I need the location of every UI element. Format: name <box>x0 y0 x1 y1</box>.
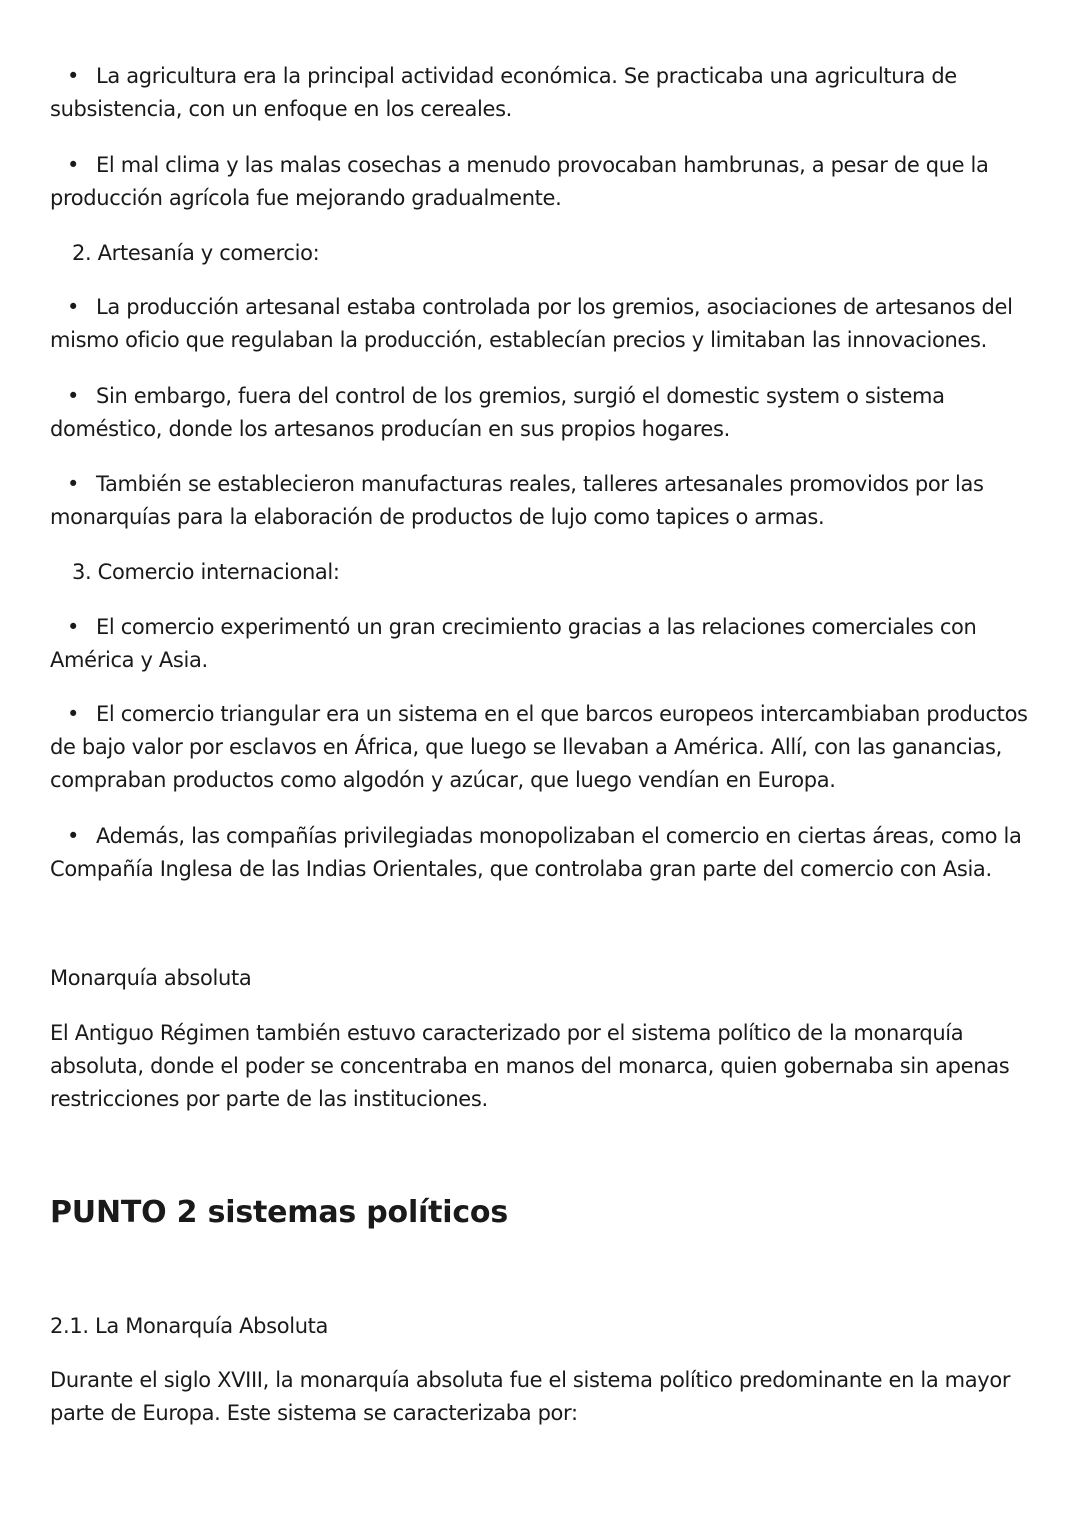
bullet-icon: • <box>66 702 80 726</box>
bullet-icon: • <box>66 295 80 319</box>
bullet-icon: • <box>66 472 80 496</box>
bullet-paragraph: • El mal clima y las malas cosechas a menudo provocaban hambrunas, a pesar de que la producción agrícola fue mejorando gradualmente. <box>50 149 1035 215</box>
bullet-paragraph: • Sin embargo, fuera del control de los gremios, surgió el domestic system o sistema doméstico, donde los artesanos producían en sus propios hogares. <box>50 380 1035 446</box>
punto2-paragraph: Durante el siglo XVIII, la monarquía absoluta fue el sistema político predominante en la mayor parte de Europa. Este sistema se caracterizaba por: <box>50 1368 1011 1425</box>
numbered-item-3: 3. Comercio internacional: <box>72 560 340 584</box>
bullet-paragraph: • El comercio experimentó un gran crecimiento gracias a las relaciones comerciales con América y Asia. <box>50 611 1035 677</box>
bullet-icon: • <box>66 615 80 639</box>
bullet-paragraph: • La agricultura era la principal actividad económica. Se practicaba una agricultura de subsistencia, con un enfoque en los cereales. <box>50 60 1035 126</box>
bullet-icon: • <box>66 384 80 408</box>
bullet-paragraph: • La producción artesanal estaba controlada por los gremios, asociaciones de artesanos del mismo oficio que regulaban la producción, establecían precios y limitaban las innovaciones. <box>50 291 1035 357</box>
section-title-monarquia: Monarquía absoluta <box>50 966 252 990</box>
bullet-paragraph: • Además, las compañías privilegiadas monopolizaban el comercio en ciertas áreas, como la Compañía Inglesa de las Indias Orientales, que controlaba gran parte del comercio con Asia. <box>50 820 1035 886</box>
bullet-icon: • <box>66 824 80 848</box>
bullet-icon: • <box>66 64 80 88</box>
bullet-paragraph: • También se establecieron manufacturas reales, talleres artesanales promovidos por las monarquías para la elaboración de productos de lujo como tapices o armas. <box>50 468 1035 534</box>
subsection-title: 2.1. La Monarquía Absoluta <box>50 1314 329 1338</box>
numbered-item-2: 2. Artesanía y comercio: <box>72 241 320 265</box>
page-heading: PUNTO 2 sistemas políticos <box>50 1195 508 1230</box>
bullet-paragraph: • El comercio triangular era un sistema en el que barcos europeos intercambiaban productos de bajo valor por esclavos en África, que luego se llevaban a América. Allí, con las ganancias, compraban productos como algodón y azúcar, que luego vendían en Europa. <box>50 698 1035 797</box>
monarquia-paragraph: El Antiguo Régimen también estuvo caracterizado por el sistema político de la monarquía absoluta, donde el poder se concentraba en manos del monarca, quien gobernaba sin apenas restricciones por parte de las instituciones. <box>50 1021 1010 1111</box>
bullet-icon: • <box>66 153 80 177</box>
